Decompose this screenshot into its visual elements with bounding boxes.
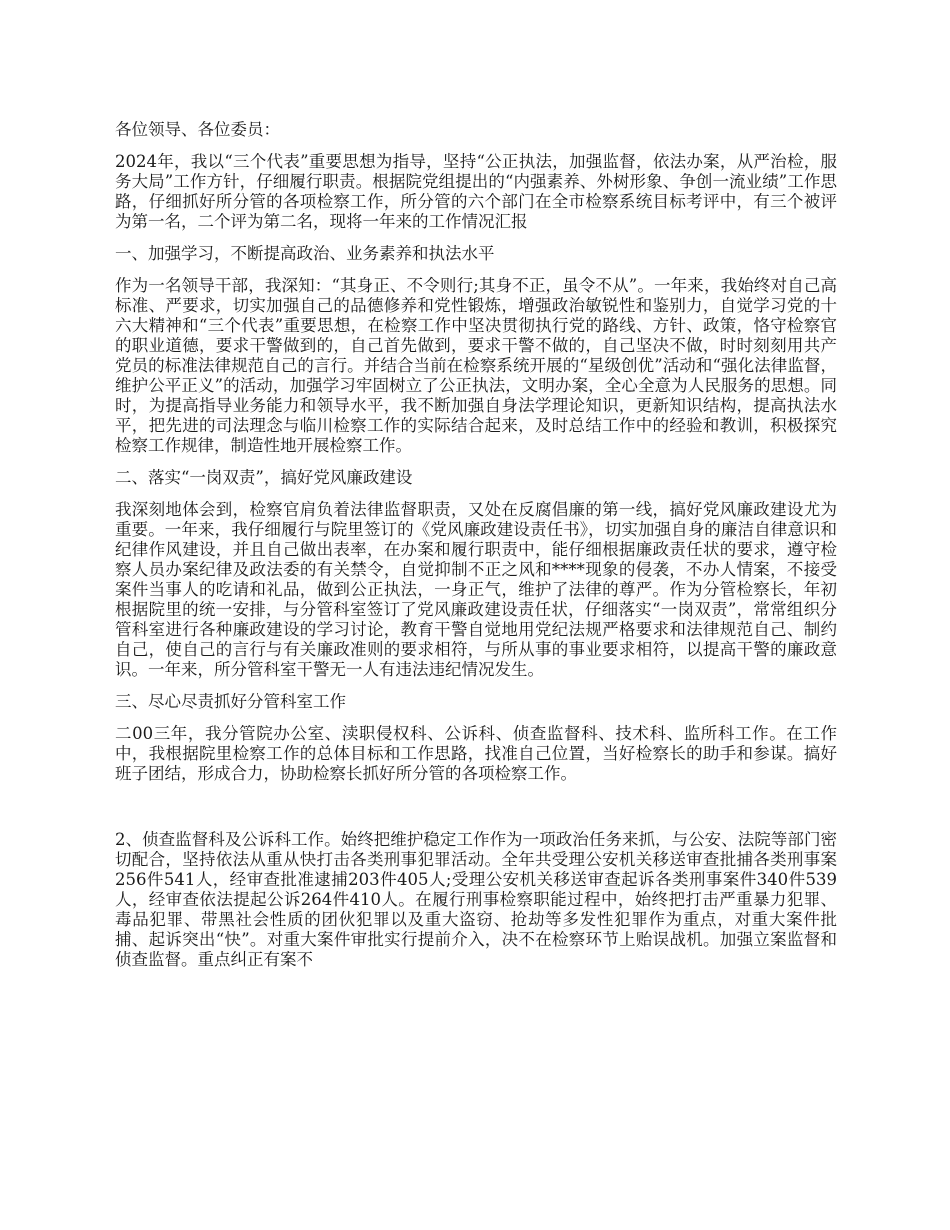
section-1-paragraph: 作为一名领导干部，我深知：“其身正、不令则行;其身不正，虽令不从”。一年来，我始终对自己高标准、严要求，切实加强自己的品德修养和党性锻炼，增强政治敏锐性和鉴别力，自觉学习党的十六大精神和“三个代表”重要思想，在检察工作中坚决贯彻执行党的路线、方针、政策，恪守检察官的职业道德，要求干警做到的，自己首先做到，要求干警不做的，自己坚决不做，时时刻刻用共产党员的标准法律规范自己的言行。并结合当前在检察系统开展的“星级创优”活动和“强化法律监督，维护公平正义”的活动，加强学习牢固树立了公正执法，文明办案，全心全意为人民服务的思想。同时，为提高指导业务能力和领导水平，我不断加强自身法学理论知识，更新知识结构，提高执法水平，把先进的司法理念与临川检察工作的实际结合起来，及时总结工作中的经验和教训，积极探究检察工作规律，制造性地开展检察工作。 <box>115 276 837 455</box>
document-body <box>115 120 837 982</box>
section-2-paragraph: 我深刻地体会到，检察官肩负着法律监督职责，又处在反腐倡廉的第一线，搞好党风廉政建设尤为重要。一年来，我仔细履行与院里签订的《党风廉政建设责任书》，切实加强自身的廉洁自律意识和纪律作风建设，并且自己做出表率，在办案和履行职责中，能仔细根据廉政责任状的要求，遵守检察人员办案纪律及政法委的有关禁令，自觉抑制不正之风和****现象的侵袭，不办人情案，不接受案件当事人的吃请和礼品，做到公正执法，一身正气，维护了法律的尊严。作为分管检察长，年初根据院里的统一安排，与分管科室签订了党风廉政建设责任状，仔细落实“一岗双责”，常常组织分管科室进行各种廉政建设的学习讨论，教育干警自觉地用党纪法规严格要求和法律规范自己、制约自己，使自己的言行与有关廉政准则的要求相符，与所从事的事业要求相符，以提高干警的廉政意识。一年来，所分管科室干警无一人有违法违纪情况发生。 <box>115 500 837 679</box>
intro-paragraph: 2024年，我以“三个代表”重要思想为指导，坚持“公正执法，加强监督，依法办案，从严治检，服务大局”工作方针，仔细履行职责。根据院党组提出的“内强素养、外树形象、争创一流业绩”工作思路，仔细抓好所分管的各项检察工作，所分管的六个部门在全市检察系统目标考评中，有三个被评为第一名，二个评为第二名，现将一年来的工作情况汇报 <box>115 152 837 231</box>
salutation: 各位领导、各位委员： <box>115 120 280 139</box>
section-3-paragraph: 二00三年，我分管院办公室、渎职侵权科、公诉科、侦查监督科、技术科、监所科工作。在工作中，我根据院里检察工作的总体目标和工作思路，找准自己位置，当好检察长的助手和参谋。搞好班子团结，形成合力，协助检察长抓好所分管的各项检察工作。 <box>115 724 837 783</box>
section-3-heading: 三、尽心尽责抓好分管科室工作 <box>115 692 346 711</box>
section-2-heading: 二、落实“一岗双责”，搞好党风廉政建设 <box>115 468 413 487</box>
item-2-paragraph: 2、侦查监督科及公诉科工作。始终把维护稳定工作作为一项政治任务来抓，与公安、法院等部门密切配合，坚持依法从重从快打击各类刑事犯罪活动。全年共受理公安机关移送审查批捕各类刑事案256件541人，经审查批准逮捕203件405人;受理公安机关移送审查起诉各类刑事案件340件539人，经审查依法提起公诉264件410人。在履行刑事检察职能过程中，始终把打击严重暴力犯罪、毒品犯罪、带黑社会性质的团伙犯罪以及重大盗窃、抢劫等多发性犯罪作为重点，对重大案件批捕、起诉突出“快”。对重大案件审批实行提前介入，决不在检察环节上贻误战机。加强立案监督和侦查监督。重点纠正有案不 <box>115 830 837 969</box>
section-1-heading: 一、加强学习，不断提高政治、业务素养和执法水平 <box>115 244 495 263</box>
